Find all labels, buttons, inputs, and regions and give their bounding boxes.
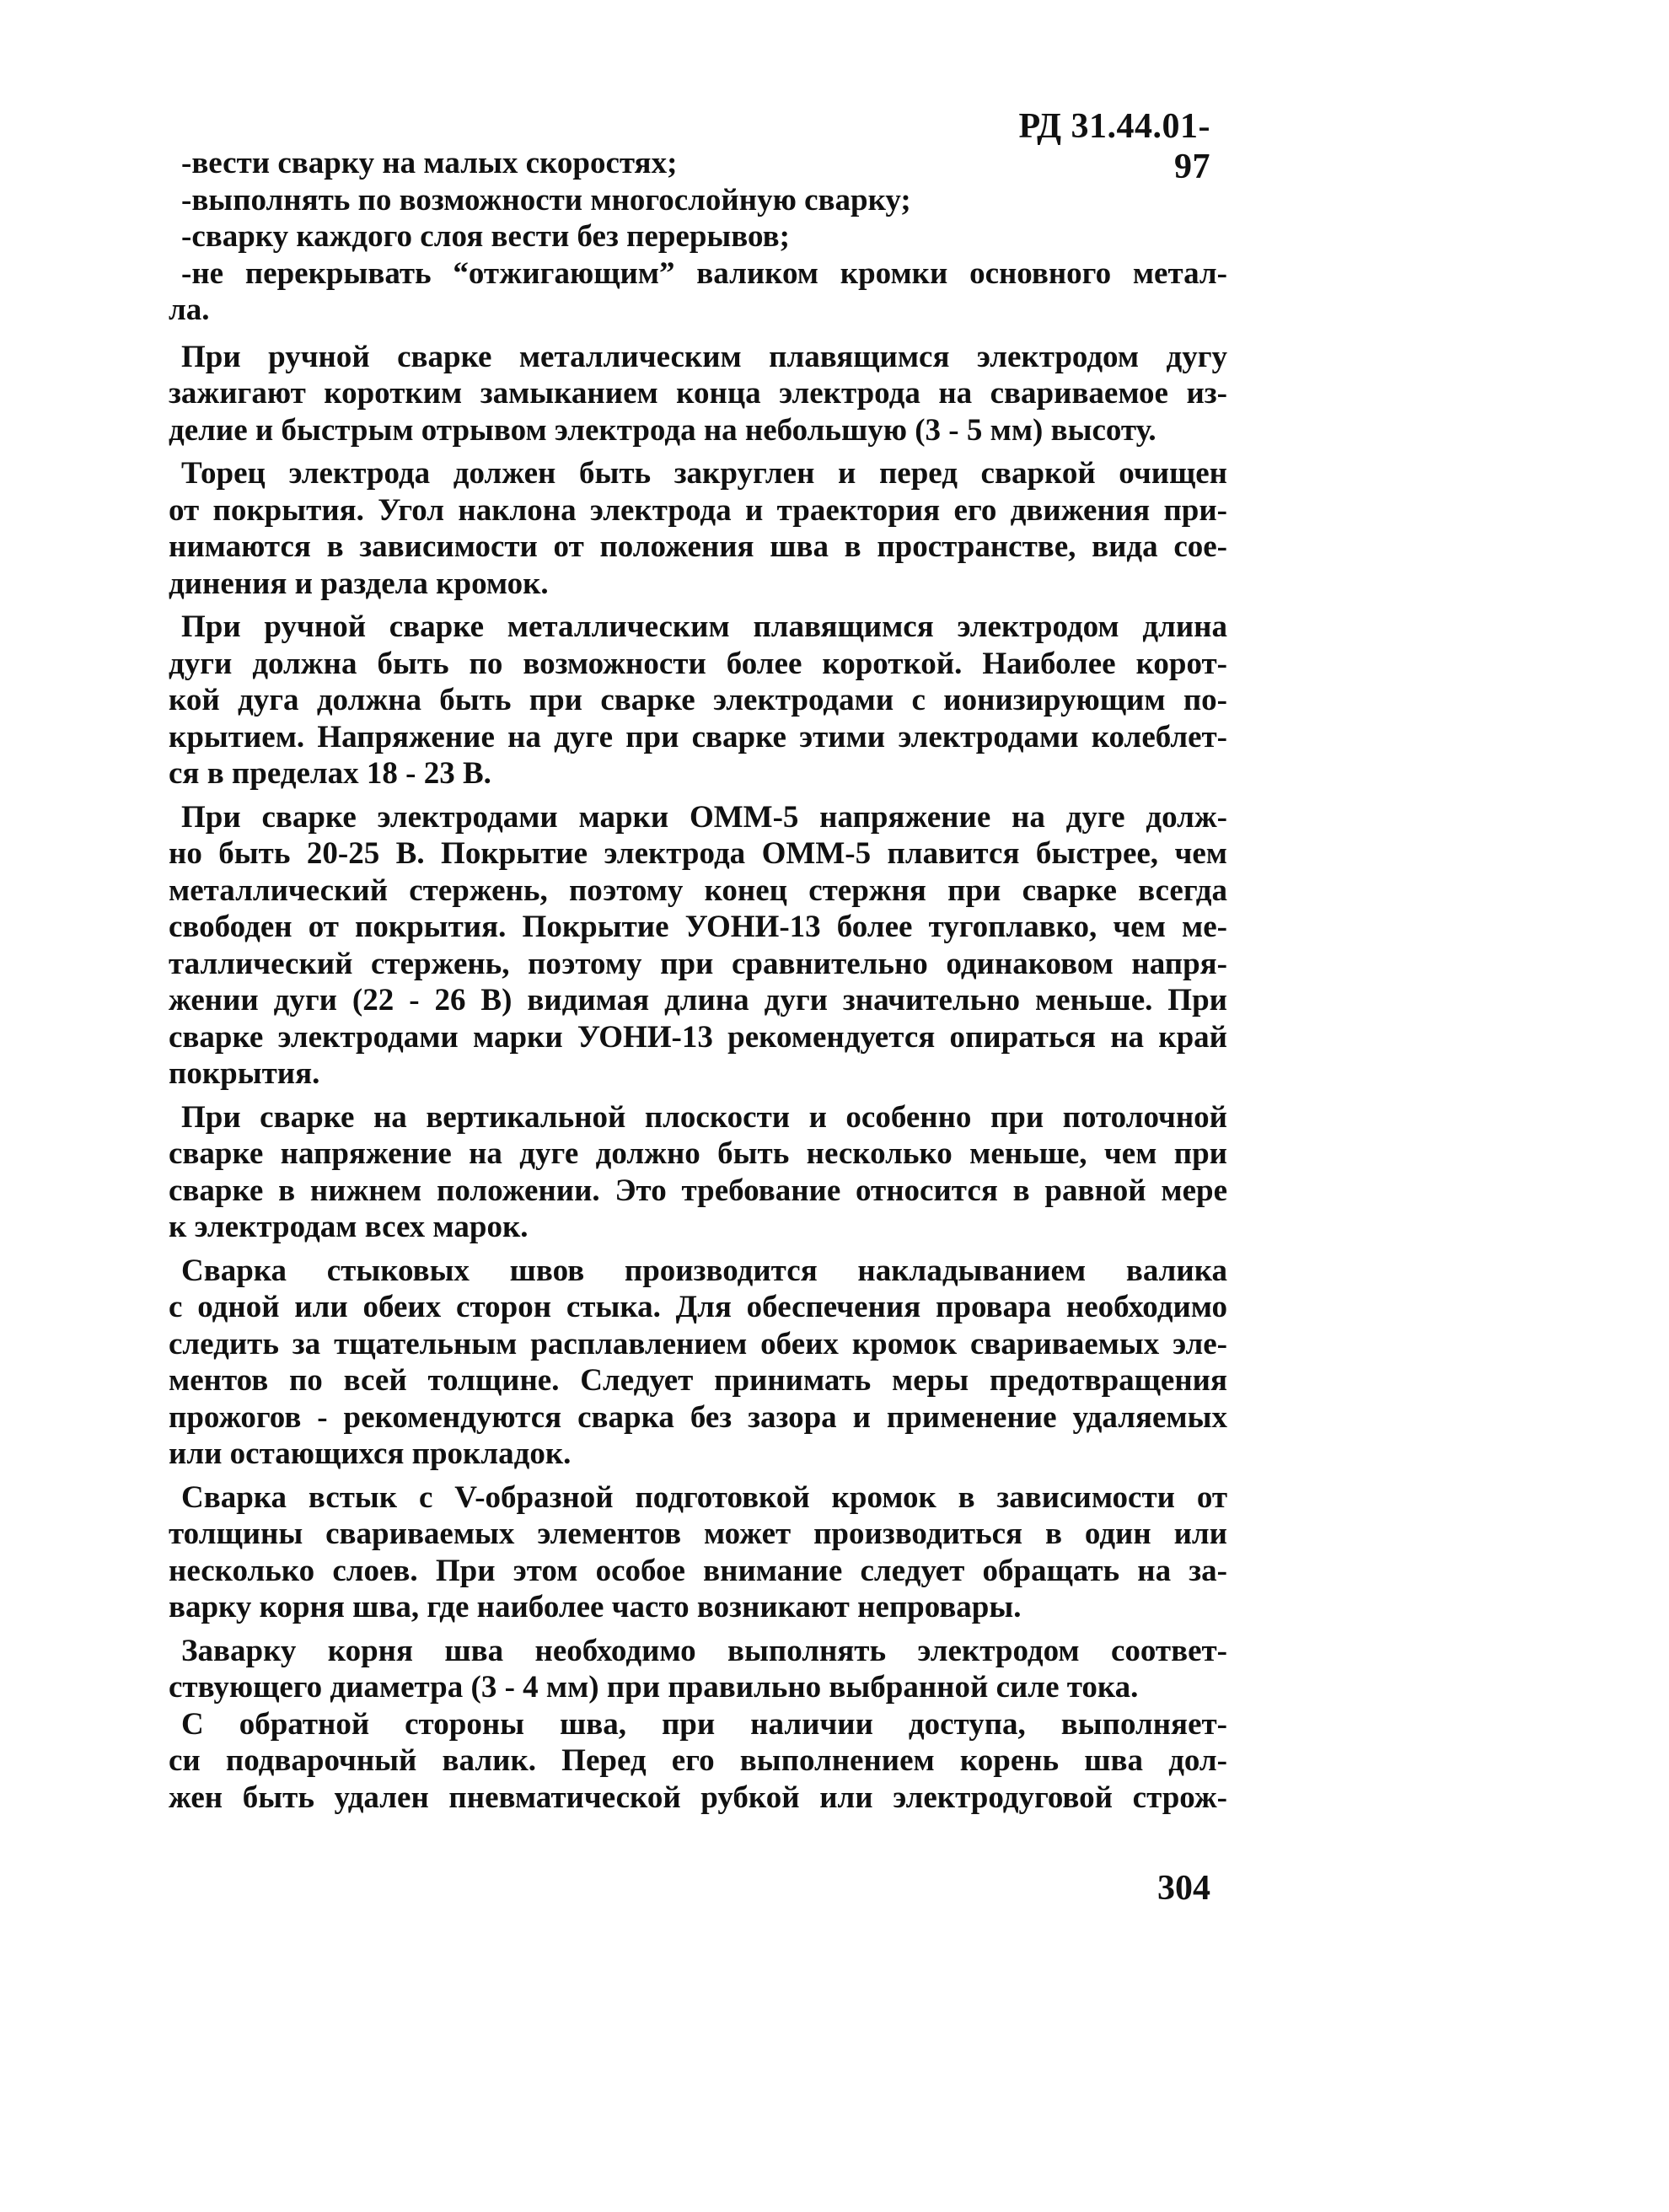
text-line: жен быть удален пневматической рубкой или электродуговой строж- (169, 1780, 1227, 1815)
paragraph (169, 609, 1227, 792)
paragraph (169, 145, 1227, 182)
text-line: ся в пределах 18 - 23 В. (169, 756, 491, 791)
text-line: При ручной сварке металлическим плавящимся электродом длина (181, 609, 1227, 644)
text-line: свободен от покрытия. Покрытие УОНИ-13 более тугоплавко, чем ме- (169, 910, 1227, 944)
paragraph (169, 339, 1227, 449)
text-line: но быть 20-25 В. Покрытие электрода ОММ-5 плавится быстрее, чем (169, 836, 1227, 871)
text-line: -вести сварку на малых скоростях; (181, 146, 678, 180)
text-line: толщины свариваемых элементов может производиться в один или (169, 1517, 1227, 1551)
paragraph (169, 1706, 1227, 1817)
text-line: или остающихся прокладок. (169, 1436, 572, 1471)
text-line: прожогов - рекомендуются сварка без зазора и применение удаляемых (169, 1399, 1227, 1435)
text-line: ствующего диаметра (3 - 4 мм) при правильно выбранной силе тока. (169, 1670, 1139, 1705)
text-line: -сварку каждого слоя вести без перерывов; (181, 219, 790, 254)
text-line: ментов по всей толщине. Следует принимать меры предотвращения (169, 1363, 1227, 1398)
text-line: си подварочный валик. Перед его выполнением корень шва дол- (169, 1743, 1227, 1778)
page-number: 304 (1157, 1869, 1210, 1908)
text-line: нимаются в зависимости от положения шва в пространстве, вида сое- (169, 529, 1227, 564)
document-code: РД 31.44.01-97 (1018, 107, 1210, 186)
text-line: Сварка встык с V-образной подготовкой кромок в зависимости от (181, 1479, 1227, 1515)
text-line: -не перекрывать “отжигающим” валиком кромки основного метал- (181, 255, 1227, 291)
text-line: сварке электродами марки УОНИ-13 рекомендуется опираться на край (169, 1019, 1227, 1055)
paragraph (169, 1479, 1227, 1626)
text-line: следить за тщательным расплавлением обеих кромок свариваемых эле- (169, 1326, 1227, 1361)
paragraph (169, 182, 1227, 219)
text-line: покрытия. (169, 1056, 320, 1091)
paragraph (169, 1099, 1227, 1246)
text-line: сварке напряжение на дуге должно быть несколько меньше, чем при (169, 1136, 1227, 1171)
text-line: варку корня шва, где наиболее часто возникают непровары. (169, 1590, 1022, 1624)
text-line: Сварка стыковых швов производится накладыванием валика (181, 1253, 1227, 1288)
page-body (169, 145, 1227, 1816)
paragraph (169, 255, 1227, 329)
paragraph (169, 218, 1227, 255)
paragraph (169, 1633, 1227, 1706)
text-line: сварке в нижнем положении. Это требование относится в равной мере (169, 1173, 1227, 1208)
paragraph (169, 799, 1227, 1093)
text-line: кой дуга должна быть при сварке электродами с ионизирующим по- (169, 683, 1227, 717)
text-line: делие и быстрым отрывом электрода на небольшую (3 - 5 мм) высоту. (169, 412, 1156, 448)
text-line: При ручной сварке металлическим плавящимся электродом дугу (181, 339, 1227, 374)
text-line: Торец электрода должен быть закруглен и перед сваркой очищен (181, 456, 1227, 491)
text-line: несколько слоев. При этом особое внимание следует обращать на за- (169, 1553, 1227, 1588)
text-line: зажигают коротким замыканием конца электрода на свариваемое из- (169, 376, 1227, 411)
text-line: При сварке электродами марки ОММ-5 напряжение на дуге долж- (181, 799, 1227, 835)
text-line: к электродам всех марок. (169, 1210, 529, 1244)
text-line: дуги должна быть по возможности более короткой. Наиболее корот- (169, 646, 1227, 681)
text-line: ла. (169, 293, 210, 327)
paragraph (169, 455, 1227, 602)
text-line: металлический стержень, поэтому конец стержня при сварке всегда (169, 872, 1227, 908)
text-line: таллический стержень, поэтому при сравнительно одинаковом напря- (169, 946, 1227, 981)
text-line: С обратной стороны шва, при наличии доступа, выполняет- (181, 1706, 1227, 1742)
text-line: с одной или обеих сторон стыка. Для обеспечения провара необходимо (169, 1290, 1227, 1324)
text-line: -выполнять по возможности многослойную сварку; (181, 182, 911, 217)
text-line: крытием. Напряжение на дуге при сварке этими электродами колеблет- (169, 719, 1227, 754)
text-line: динения и раздела кромок. (169, 566, 549, 601)
text-line: Заварку корня шва необходимо выполнять электродом соответ- (181, 1633, 1227, 1668)
text-line: от покрытия. Угол наклона электрода и траектория его движения при- (169, 492, 1227, 528)
paragraph (169, 1253, 1227, 1473)
text-line: жении дуги (22 - 26 В) видимая длина дуги значительно меньше. При (169, 983, 1227, 1017)
text-line: При сварке на вертикальной плоскости и особенно при потолочной (181, 1099, 1227, 1135)
